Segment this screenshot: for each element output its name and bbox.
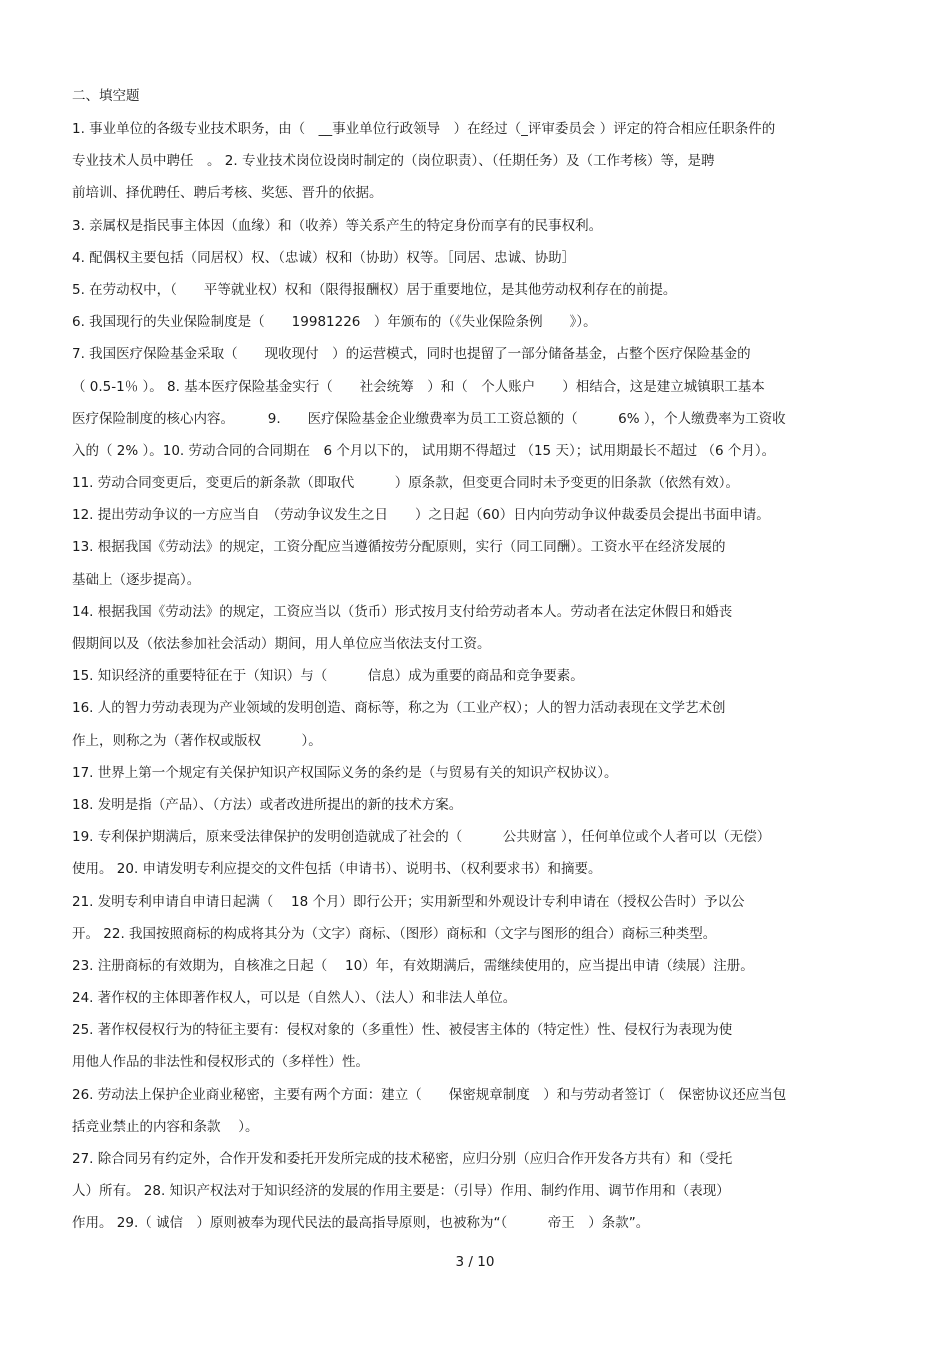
text-line: 12. 提出劳动争议的一方应当自 （劳动争议发生之日 ）之日起（60）日内向劳动争议仲裁委员会提出书面申请。 xyxy=(72,507,770,524)
text-line: 3. 亲属权是指民事主体因（血缘）和（收养）等关系产生的特定身份而享有的民事权利。 xyxy=(72,217,603,234)
text-line: 26. 劳动法上保护企业商业秘密，主要有两个方面：建立（ 保密规章制度 ）和与劳动者签订（ 保密协议还应当包 xyxy=(72,1086,787,1103)
text-body xyxy=(72,119,882,1234)
text-line: 13. 根据我国《劳动法》的规定，工资分配应当遵循按劳分配原则，实行（同工同酬）。工资水平在经济发展的 xyxy=(72,539,726,556)
text-line: 作用。 29.（ 诚信 ）原则被奉为现代民法的最高指导原则，也被称为“（ 帝王 ）条款”。 xyxy=(72,1215,650,1232)
text-line: 使用。 20. 申请发明专利应提交的文件包括（申请书）、说明书、（权利要求书）和摘要。 xyxy=(72,861,602,878)
text-line: 25. 著作权侵权行为的特征主要有：侵权对象的（多重性）性、被侵害主体的（特定性）性、侵权行为表现为使 xyxy=(72,1022,733,1039)
text-line: 17. 世界上第一个规定有关保护知识产权国际义务的条约是（与贸易有关的知识产权协议）。 xyxy=(72,764,618,781)
text-line: 23. 注册商标的有效期为，自核准之日起（ 10）年，有效期满后，需继续使用的，应当提出申请（续展）注册。 xyxy=(72,957,754,974)
text-line: 入的（ 2% ）。10. 劳动合同的合同期在 6 个月以下的， 试用期不得超过 （15 天）；试用期最长不超过 （6 个月）。 xyxy=(72,442,776,459)
text-line: 7. 我国医疗保险基金采取（ 现收现付 ）的运营模式，同时也提留了一部分储备基金，占整个医疗保险基金的 xyxy=(72,346,751,363)
section-title: 二、填空题 xyxy=(72,88,140,104)
text-line: 用他人作品的非法性和侵权形式的（多样性）性。 xyxy=(72,1054,369,1071)
text-line: （ 0.5-1％ ）。 8. 基本医疗保险基金实行（ 社会统筹 ）和（ 个人账户 ）相结合，这是建立城镇职工基本 xyxy=(72,378,765,395)
text-line: 开。 22. 我国按照商标的构成将其分为（文字）商标、（图形）商标和（文字与图形的组合）商标三种类型。 xyxy=(72,925,717,942)
text-line: 21. 发明专利申请自申请日起满（ 18 个月）即行公开；实用新型和外观设计专利申请在（授权公告时）予以公 xyxy=(72,893,745,910)
text-line: 1. 事业单位的各级专业技术职务，由（ __事业单位行政领导 ）在经过（_评审委员会 ）评定的符合相应任职条件的 xyxy=(72,121,776,137)
text-line: 6. 我国现行的失业保险制度是（ 19981226 ）年颁布的（《失业保险条例 》）。 xyxy=(72,314,597,331)
text-line: 基础上（逐步提高）。 xyxy=(72,571,201,588)
text-line: 18. 发明是指（产品）、（方法）或者改进所提出的新的技术方案。 xyxy=(72,796,463,813)
text-line: 4. 配偶权主要包括（同居权）权、（忠诚）权和（协助）权等。［同居、忠诚、协助］ xyxy=(72,249,576,266)
text-line: 27. 除合同另有约定外，合作开发和委托开发所完成的技术秘密，应归分别（应归合作开发各方共有）和（受托 xyxy=(72,1151,733,1167)
text-line: 括竞业禁止的内容和条款 ）。 xyxy=(72,1118,259,1135)
page-content xyxy=(72,86,882,1246)
text-line: 19. 专利保护期满后，原来受法律保护的发明创造就成了社会的（ 公共财富 ），任何单位或个人者可以（无偿） xyxy=(72,829,771,846)
text-line: 14. 根据我国《劳动法》的规定，工资应当以（货币）形式按月支付给劳动者本人。劳动者在法定休假日和婚丧 xyxy=(72,603,733,620)
text-line: 医疗保险制度的核心内容。 9. 医疗保险基金企业缴费率为员工工资总额的（ 6% ），个人缴费率为工资收 xyxy=(72,410,786,427)
page-number: 3 / 10 xyxy=(455,1254,495,1270)
text-line: 24. 著作权的主体即著作权人，可以是（自然人）、（法人）和非法人单位。 xyxy=(72,990,517,1007)
text-line: 16. 人的智力劳动表现为产业领域的发明创造、商标等，称之为（工业产权）；人的智力活动表现在文学艺术创 xyxy=(72,700,726,717)
text-line: 人）所有。 28. 知识产权法对于知识经济的发展的作用主要是：（引导）作用、制约作用、调节作用和（表现） xyxy=(72,1183,730,1200)
text-line: 作上，则称之为（著作权或版权 ）。 xyxy=(72,732,322,749)
text-line: 15. 知识经济的重要特征在于（知识）与（ 信息）成为重要的商品和竞争要素。 xyxy=(72,668,584,685)
text-line: 前培训、择优聘任、聘后考核、奖惩、晋升的依据。 xyxy=(72,185,383,202)
text-line: 专业技术人员中聘任 。 2. 专业技术岗位设岗时制定的（岗位职责）、（任期任务）及（工作考核）等，是聘 xyxy=(72,153,715,170)
text-line: 11. 劳动合同变更后，变更后的新条款（即取代 ）原条款，但变更合同时未予变更的旧条款（依然有效）。 xyxy=(72,475,740,492)
text-line: 假期间以及（依法参加社会活动）期间，用人单位应当依法支付工资。 xyxy=(72,636,491,652)
text-line: 5. 在劳动权中，（ 平等就业权）权和（限得报酬权）居于重要地位，是其他劳动权利存在的前提。 xyxy=(72,281,677,298)
